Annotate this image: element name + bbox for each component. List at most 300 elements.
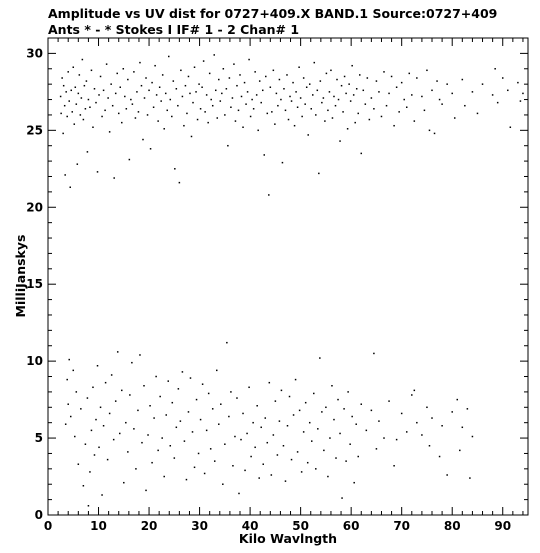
- data-point: [248, 387, 250, 389]
- data-point: [177, 105, 179, 107]
- data-point: [180, 420, 182, 422]
- data-point: [349, 443, 351, 445]
- data-point: [291, 459, 293, 461]
- data-point: [191, 136, 193, 138]
- data-point: [144, 97, 146, 99]
- data-point: [441, 425, 443, 427]
- data-point: [494, 68, 496, 70]
- data-point: [301, 116, 303, 118]
- data-point: [366, 430, 368, 432]
- data-point: [333, 96, 335, 98]
- data-point: [388, 400, 390, 402]
- data-point: [357, 113, 359, 115]
- data-point: [301, 471, 303, 473]
- data-point: [141, 442, 143, 444]
- data-point: [210, 99, 212, 101]
- data-point: [87, 397, 89, 399]
- data-point: [176, 88, 178, 90]
- data-point: [113, 177, 115, 179]
- data-point: [295, 91, 297, 93]
- data-point: [321, 411, 323, 413]
- data-point: [353, 482, 355, 484]
- data-point: [127, 79, 128, 81]
- data-point: [282, 162, 284, 164]
- data-point: [221, 93, 223, 95]
- data-point: [95, 419, 97, 421]
- data-point: [127, 451, 128, 453]
- data-point: [66, 116, 68, 118]
- data-point: [124, 96, 126, 98]
- data-point: [166, 110, 168, 112]
- data-point: [92, 387, 94, 389]
- data-point: [244, 82, 246, 84]
- data-point: [361, 403, 363, 405]
- data-point: [85, 108, 87, 110]
- data-point: [112, 105, 114, 107]
- data-point: [355, 423, 357, 425]
- data-point: [64, 105, 66, 107]
- data-point: [77, 163, 79, 165]
- data-point: [226, 88, 228, 90]
- data-point: [323, 450, 325, 452]
- data-point: [197, 119, 199, 121]
- data-point: [269, 382, 271, 384]
- data-point: [276, 93, 278, 95]
- data-point: [148, 90, 150, 92]
- data-point: [241, 96, 243, 98]
- data-point: [232, 465, 234, 467]
- data-point: [115, 93, 117, 95]
- data-point: [125, 422, 127, 424]
- data-point: [248, 59, 250, 61]
- data-point: [376, 448, 378, 450]
- data-point: [294, 125, 296, 127]
- data-point: [212, 105, 214, 107]
- data-point: [109, 413, 111, 415]
- data-point: [91, 430, 93, 432]
- data-point: [357, 456, 359, 458]
- data-point: [254, 71, 256, 73]
- data-point: [180, 70, 182, 72]
- data-point: [88, 99, 90, 101]
- x-tick-label: 20: [140, 519, 158, 533]
- data-point: [319, 357, 321, 359]
- data-point: [464, 105, 466, 107]
- data-point: [312, 94, 314, 96]
- data-point: [62, 133, 64, 135]
- data-point: [388, 93, 390, 95]
- data-point: [426, 70, 428, 72]
- data-point: [188, 76, 190, 78]
- data-point: [210, 448, 212, 450]
- data-point: [303, 431, 305, 433]
- data-point: [245, 103, 247, 105]
- data-point: [194, 66, 196, 68]
- data-point: [299, 410, 301, 412]
- data-point: [89, 471, 91, 473]
- data-point: [242, 413, 244, 415]
- data-point: [325, 407, 327, 409]
- data-point: [492, 94, 494, 96]
- data-point: [270, 86, 272, 88]
- data-point: [106, 63, 108, 65]
- data-point: [497, 102, 499, 104]
- data-point: [313, 393, 315, 395]
- data-point: [98, 447, 100, 449]
- y-tick-label: 10: [26, 354, 43, 369]
- axis-ticks: [48, 38, 528, 515]
- data-point: [198, 83, 200, 85]
- data-point: [252, 422, 254, 424]
- data-point: [279, 420, 281, 422]
- data-point: [283, 445, 285, 447]
- data-point: [163, 128, 165, 130]
- data-point: [119, 433, 121, 435]
- data-point: [70, 416, 72, 418]
- data-point: [89, 106, 91, 108]
- data-point: [204, 111, 206, 113]
- data-point: [60, 96, 62, 98]
- data-point: [203, 60, 205, 62]
- data-point: [132, 103, 134, 105]
- data-point: [239, 74, 241, 76]
- data-point: [383, 71, 385, 73]
- data-point: [60, 113, 62, 115]
- data-point: [267, 113, 269, 115]
- data-point: [347, 128, 349, 130]
- data-point: [254, 447, 256, 449]
- data-point: [230, 391, 232, 393]
- data-point: [95, 102, 97, 104]
- data-point: [335, 457, 337, 459]
- data-point: [220, 403, 222, 405]
- data-point: [339, 140, 341, 142]
- data-point: [142, 139, 144, 141]
- x-tick-label: 40: [241, 519, 259, 533]
- data-point: [344, 76, 346, 78]
- data-point: [273, 434, 275, 436]
- data-point: [157, 120, 159, 122]
- data-point: [348, 83, 350, 85]
- data-point: [192, 431, 194, 433]
- data-point: [359, 74, 361, 76]
- data-point: [65, 423, 67, 425]
- data-point: [150, 148, 152, 150]
- data-point: [406, 431, 408, 433]
- data-point: [260, 102, 262, 104]
- data-point: [274, 123, 276, 125]
- data-point: [264, 154, 266, 156]
- data-point: [183, 125, 185, 127]
- data-point: [267, 442, 269, 444]
- data-point: [186, 479, 188, 481]
- data-point: [68, 359, 70, 361]
- data-point: [74, 123, 76, 125]
- data-point: [101, 116, 103, 118]
- data-point: [120, 86, 122, 88]
- data-point: [218, 423, 220, 425]
- data-point: [292, 82, 294, 84]
- data-point: [317, 428, 319, 430]
- data-point: [507, 90, 509, 92]
- data-point: [295, 379, 297, 381]
- data-point: [424, 110, 426, 112]
- x-tick-label: 50: [292, 519, 309, 533]
- data-point: [256, 94, 258, 96]
- data-point: [86, 80, 88, 82]
- data-point: [246, 433, 248, 435]
- data-point: [79, 74, 81, 76]
- data-point: [129, 394, 131, 396]
- data-point: [454, 117, 456, 119]
- data-point: [80, 114, 82, 116]
- data-point: [153, 417, 155, 419]
- data-point: [121, 122, 123, 124]
- data-point: [429, 445, 431, 447]
- y-tick-label: 5: [34, 431, 43, 446]
- data-point: [265, 76, 267, 78]
- data-point: [184, 440, 186, 442]
- x-axis-label: Kilo Wavlngth: [238, 531, 338, 546]
- y-tick-label: 30: [26, 46, 43, 61]
- data-point: [81, 97, 83, 99]
- data-point: [262, 463, 264, 465]
- data-point: [143, 385, 145, 387]
- data-point: [347, 391, 349, 393]
- data-point: [66, 379, 68, 381]
- data-point: [234, 436, 236, 438]
- data-point: [100, 76, 102, 78]
- data-point: [351, 416, 353, 418]
- data-point: [200, 419, 202, 421]
- data-point: [160, 100, 162, 102]
- data-point: [194, 467, 196, 469]
- data-point: [327, 110, 329, 112]
- x-tick-label: 0: [43, 519, 53, 533]
- data-point: [287, 425, 289, 427]
- data-point: [431, 90, 433, 92]
- data-point: [232, 97, 234, 99]
- data-point: [130, 99, 132, 101]
- data-point: [383, 437, 385, 439]
- data-point: [396, 86, 398, 88]
- data-point: [136, 91, 138, 93]
- data-point: [338, 99, 340, 101]
- data-point: [434, 133, 436, 135]
- data-point: [257, 130, 259, 132]
- data-point: [273, 70, 275, 72]
- data-point: [235, 120, 237, 122]
- y-tick-label: 15: [26, 277, 43, 292]
- data-point: [161, 437, 163, 439]
- data-point: [212, 408, 214, 410]
- data-point: [283, 88, 285, 90]
- data-point: [259, 80, 261, 82]
- data-point: [116, 73, 118, 75]
- data-point: [277, 454, 279, 456]
- data-point: [403, 99, 405, 101]
- data-point: [105, 382, 107, 384]
- data-point: [104, 110, 106, 112]
- data-point: [393, 125, 395, 127]
- data-point: [78, 93, 80, 95]
- data-point: [330, 70, 332, 72]
- data-point: [446, 474, 448, 476]
- data-point: [123, 482, 125, 484]
- data-point: [323, 97, 325, 99]
- data-point: [300, 97, 302, 99]
- data-point: [271, 474, 273, 476]
- data-point: [517, 82, 519, 84]
- data-point: [227, 145, 229, 147]
- data-point: [195, 91, 197, 93]
- data-point: [224, 114, 226, 116]
- data-point: [429, 130, 431, 132]
- data-point: [139, 354, 141, 356]
- data-point: [459, 450, 461, 452]
- data-point: [107, 97, 109, 99]
- data-point: [271, 111, 273, 113]
- data-point: [97, 365, 99, 367]
- plot-frame: [48, 38, 528, 515]
- data-point: [396, 439, 398, 441]
- data-point: [324, 120, 326, 122]
- data-point: [196, 399, 198, 401]
- data-point: [351, 65, 353, 67]
- data-point: [289, 396, 291, 398]
- data-point: [431, 417, 433, 419]
- data-point: [345, 93, 347, 95]
- data-point: [174, 457, 176, 459]
- data-point: [371, 410, 373, 412]
- data-point: [350, 100, 352, 102]
- data-point: [65, 91, 67, 93]
- data-point: [446, 83, 448, 85]
- data-point: [373, 353, 375, 355]
- data-point: [178, 388, 180, 390]
- data-point: [209, 73, 211, 75]
- data-point: [365, 103, 367, 105]
- data-point: [467, 408, 469, 410]
- data-point: [280, 99, 282, 101]
- data-point: [342, 111, 344, 113]
- data-point: [265, 417, 267, 419]
- data-point: [115, 400, 117, 402]
- data-point: [393, 465, 395, 467]
- data-point: [83, 485, 85, 487]
- data-point: [182, 96, 184, 98]
- data-point: [103, 425, 105, 427]
- data-point: [113, 439, 115, 441]
- data-point: [401, 82, 403, 84]
- data-point: [285, 480, 287, 482]
- data-point: [170, 445, 172, 447]
- data-point: [363, 90, 365, 92]
- data-point: [218, 79, 220, 81]
- data-point: [281, 390, 283, 392]
- data-point: [145, 490, 147, 492]
- data-point: [110, 83, 112, 85]
- data-point: [247, 91, 249, 93]
- data-point: [98, 94, 100, 96]
- data-point: [84, 85, 86, 87]
- data-point: [133, 428, 135, 430]
- data-point: [159, 86, 161, 88]
- x-tick-label: 80: [443, 519, 461, 533]
- data-point: [135, 117, 137, 119]
- data-point: [131, 362, 133, 364]
- data-point: [230, 106, 232, 108]
- data-point: [82, 59, 84, 61]
- data-point: [472, 436, 474, 438]
- data-point: [356, 88, 358, 90]
- data-point: [240, 439, 242, 441]
- data-point: [250, 456, 252, 458]
- data-point: [135, 468, 137, 470]
- data-point: [522, 93, 524, 95]
- data-point: [204, 473, 206, 475]
- data-point: [73, 370, 75, 372]
- data-point: [145, 77, 147, 79]
- tick-labels: [26, 46, 511, 533]
- data-point: [229, 77, 231, 79]
- data-point: [186, 113, 188, 115]
- data-point: [331, 385, 333, 387]
- data-point: [258, 477, 260, 479]
- data-point: [220, 100, 222, 102]
- data-point: [139, 62, 141, 64]
- data-point: [333, 419, 335, 421]
- data-point: [416, 422, 418, 424]
- data-point: [123, 68, 125, 70]
- data-point: [304, 103, 306, 105]
- data-point: [236, 85, 238, 87]
- data-point: [190, 377, 192, 379]
- data-point: [207, 122, 209, 124]
- data-point: [309, 422, 311, 424]
- data-point: [416, 77, 418, 79]
- data-point: [94, 454, 96, 456]
- data-point: [162, 74, 164, 76]
- data-point: [217, 117, 219, 119]
- data-point: [317, 90, 319, 92]
- data-point: [92, 126, 94, 128]
- data-point: [421, 434, 423, 436]
- data-point: [411, 94, 413, 96]
- data-point: [73, 66, 75, 68]
- data-point: [381, 116, 383, 118]
- data-point: [297, 106, 299, 108]
- y-tick-label: 0: [34, 508, 43, 522]
- data-point: [472, 91, 474, 93]
- data-point: [477, 113, 479, 115]
- data-point: [200, 108, 202, 110]
- data-point: [332, 117, 334, 119]
- data-point: [451, 411, 453, 413]
- data-point: [157, 450, 159, 452]
- data-point: [451, 93, 453, 95]
- data-point: [163, 476, 165, 478]
- data-point: [353, 94, 355, 96]
- data-point: [309, 83, 311, 85]
- data-point: [238, 110, 240, 112]
- data-point: [378, 91, 380, 93]
- data-point: [310, 108, 312, 110]
- data-point: [165, 414, 167, 416]
- data-point: [85, 443, 87, 445]
- data-point: [341, 497, 343, 499]
- data-point: [80, 408, 82, 410]
